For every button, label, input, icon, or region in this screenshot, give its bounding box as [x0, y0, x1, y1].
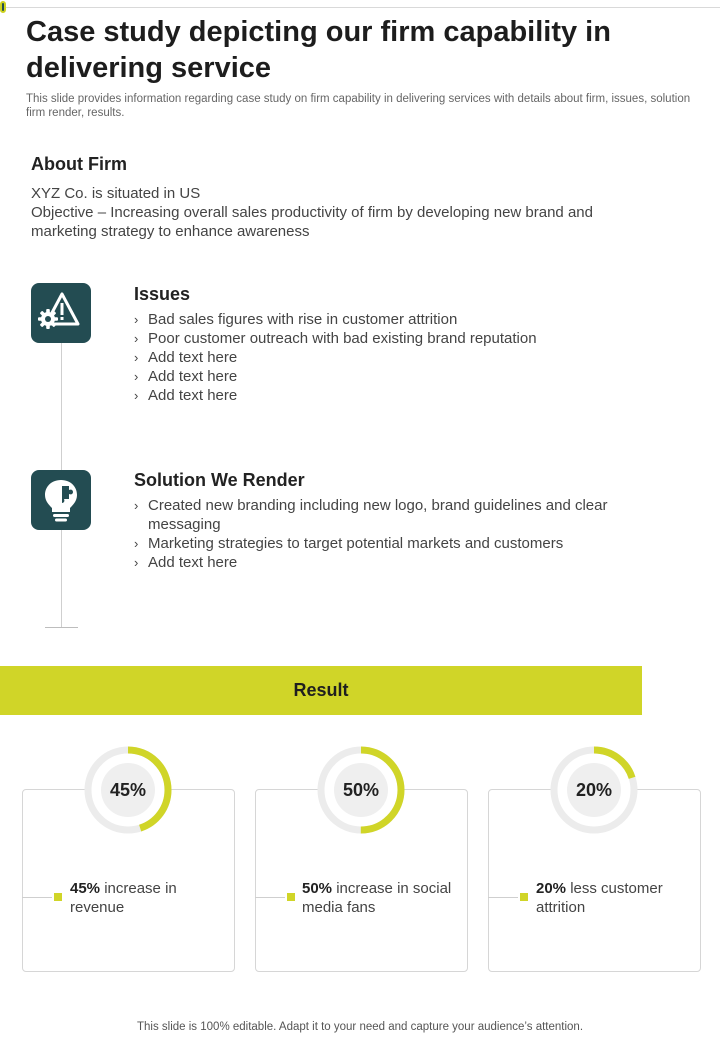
- progress-ring: [82, 744, 174, 836]
- solution-item: › Add text here: [134, 553, 654, 572]
- about-firm-body: [31, 184, 651, 241]
- solution-item: › Created new branding including new logo, brand guidelines and clear messaging: [134, 496, 654, 534]
- stat-connector: [488, 897, 518, 898]
- stat-description: increase in social media fans: [302, 880, 452, 916]
- stat-value: 20%: [536, 880, 567, 897]
- ring-label: 45%: [109, 780, 147, 800]
- lightbulb-puzzle-icon: [31, 470, 91, 530]
- stat-description: less customer attrition: [536, 880, 663, 916]
- issue-item: › Add text here: [134, 386, 654, 405]
- footer-note: This slide is 100% editable. Adapt it to your need and capture your audience’s attention.: [136, 1021, 584, 1033]
- result-heading: Result: [293, 680, 349, 700]
- issue-item: › Add text here: [134, 348, 654, 367]
- stat-connector: [22, 897, 52, 898]
- progress-ring: [315, 744, 407, 836]
- stat-text: [302, 879, 452, 917]
- progress-ring: [548, 744, 640, 836]
- issue-item: › Bad sales figures with rise in customer attrition: [134, 310, 654, 329]
- stat-connector: [255, 897, 285, 898]
- ring-label: 20%: [575, 780, 613, 800]
- page-title: Case study depicting our firm capability in delivering service: [26, 16, 611, 84]
- issues-list: [134, 310, 654, 405]
- stat-text: [70, 879, 220, 917]
- stat-description: increase in revenue: [70, 880, 177, 916]
- stat-bullet: [54, 893, 62, 901]
- stat-value: 45%: [70, 880, 101, 897]
- warning-gear-icon: [31, 283, 91, 343]
- top-divider: [4, 7, 720, 8]
- page-subtitle: This slide provides information regarding case study on firm capability in delivering services with details about firm, issues, solution firm render, results.: [26, 93, 691, 119]
- solution-item: › Marketing strategies to target potential markets and customers: [134, 534, 654, 553]
- solution-heading: Solution We Render: [134, 470, 305, 490]
- issue-item: › Poor customer outreach with bad existing brand reputation: [134, 329, 654, 348]
- about-line: XYZ Co. is situated in US: [31, 185, 201, 202]
- solution-list: [134, 496, 654, 572]
- stat-bullet: [520, 893, 528, 901]
- top-marker: [0, 1, 6, 13]
- about-line: Objective – Increasing overall sales productivity of firm by developing new brand and marketing strategy to enhance awareness: [31, 204, 593, 240]
- timeline-end: [45, 627, 78, 628]
- stat-value: 50%: [302, 880, 333, 897]
- issues-heading: Issues: [134, 284, 191, 304]
- stat-bullet: [287, 893, 295, 901]
- issue-item: › Add text here: [134, 367, 654, 386]
- stat-text: [536, 879, 686, 917]
- about-firm-heading: About Firm: [31, 154, 127, 174]
- ring-label: 50%: [342, 780, 380, 800]
- result-banner: [0, 666, 642, 715]
